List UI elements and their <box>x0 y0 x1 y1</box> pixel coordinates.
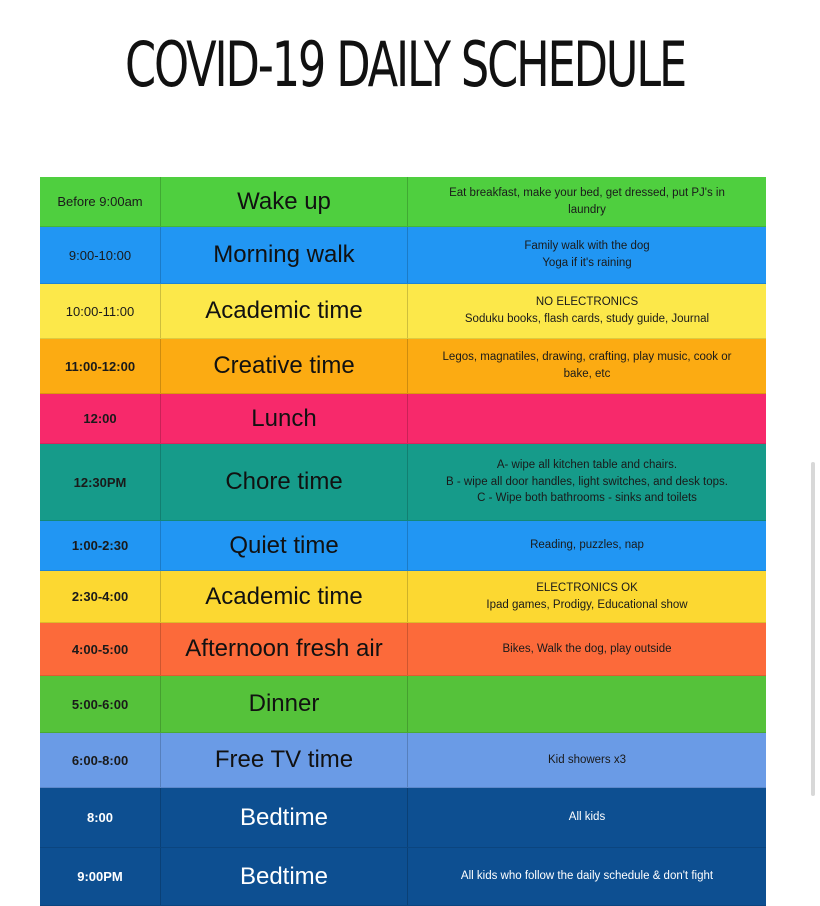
activity-cell: Afternoon fresh air <box>161 623 408 675</box>
activity-cell: Chore time <box>161 444 408 520</box>
description-line: laundry <box>568 203 606 216</box>
page-title: COVID-19 DAILY SCHEDULE <box>124 28 686 101</box>
activity-cell: Creative time <box>161 339 408 393</box>
description-line: NO ELECTRONICS <box>535 296 639 309</box>
table-row <box>40 623 766 676</box>
time-cell: 6:00-8:00 <box>40 733 161 787</box>
activity-cell: Dinner <box>161 676 408 732</box>
description-cell <box>408 571 766 622</box>
description-line: All kids who follow the daily schedule & don't fight <box>460 870 714 883</box>
description-cell <box>408 848 766 905</box>
table-row <box>40 284 766 339</box>
time-cell: 11:00-12:00 <box>40 339 161 393</box>
table-row <box>40 339 766 394</box>
activity-cell: Lunch <box>161 394 408 443</box>
description-line: B - wipe all door handles, light switches, and desk tops. <box>446 475 728 488</box>
time-cell: 8:00 <box>40 788 161 847</box>
description-cell <box>408 733 766 787</box>
activity-cell: Free TV time <box>161 733 408 787</box>
description-cell <box>408 227 766 283</box>
table-row <box>40 394 766 444</box>
description-cell <box>408 788 766 847</box>
time-cell: 4:00-5:00 <box>40 623 161 675</box>
description-cell <box>408 339 766 393</box>
time-cell: 12:00 <box>40 394 161 443</box>
time-cell: 12:30PM <box>40 444 161 520</box>
time-cell: 2:30-4:00 <box>40 571 161 622</box>
table-row <box>40 521 766 571</box>
description-line: ELECTRONICS OK <box>536 581 638 594</box>
activity-cell: Bedtime <box>161 848 408 905</box>
description-cell <box>408 521 766 570</box>
description-line: A- wipe all kitchen table and chairs. <box>496 458 678 471</box>
description-line: Bikes, Walk the dog, play outside <box>502 642 672 655</box>
description-line: bake, etc <box>563 368 611 380</box>
time-cell: 9:00-10:00 <box>40 227 161 283</box>
activity-cell: Quiet time <box>161 521 408 570</box>
table-row <box>40 571 766 623</box>
time-cell: 10:00-11:00 <box>40 284 161 338</box>
schedule-table <box>40 177 766 906</box>
description-cell <box>408 177 766 226</box>
time-cell: 5:00-6:00 <box>40 676 161 732</box>
table-row <box>40 177 766 227</box>
description-line: Soduku books, flash cards, study guide, Journal <box>464 313 710 325</box>
scrollbar[interactable] <box>811 462 815 796</box>
description-line: All kids <box>568 811 606 824</box>
table-row <box>40 227 766 284</box>
description-line: Eat breakfast, make your bed, get dressed, put PJ's in <box>449 186 725 199</box>
description-line: Reading, puzzles, nap <box>530 539 644 552</box>
description-cell <box>408 394 766 443</box>
activity-cell: Bedtime <box>161 788 408 847</box>
activity-cell: Wake up <box>161 177 408 226</box>
description-cell <box>408 676 766 732</box>
table-row <box>40 848 766 906</box>
description-line: Yoga if it's raining <box>542 257 632 269</box>
description-line: Family walk with the dog <box>524 240 650 253</box>
table-row <box>40 444 766 521</box>
description-cell <box>408 284 766 338</box>
table-row <box>40 676 766 733</box>
description-line: Legos, magnatiles, drawing, crafting, play music, cook or <box>442 351 732 364</box>
description-cell <box>408 444 766 520</box>
activity-cell: Morning walk <box>161 227 408 283</box>
activity-cell: Academic time <box>161 284 408 338</box>
description-line: Kid showers x3 <box>548 753 626 766</box>
table-row <box>40 733 766 788</box>
table-row <box>40 788 766 848</box>
activity-cell: Academic time <box>161 571 408 622</box>
time-cell: Before 9:00am <box>40 177 161 226</box>
description-line: Ipad games, Prodigy, Educational show <box>486 598 688 611</box>
description-cell <box>408 623 766 675</box>
time-cell: 9:00PM <box>40 848 161 905</box>
time-cell: 1:00-2:30 <box>40 521 161 570</box>
description-line: C - Wipe both bathrooms - sinks and toilets <box>477 492 697 505</box>
